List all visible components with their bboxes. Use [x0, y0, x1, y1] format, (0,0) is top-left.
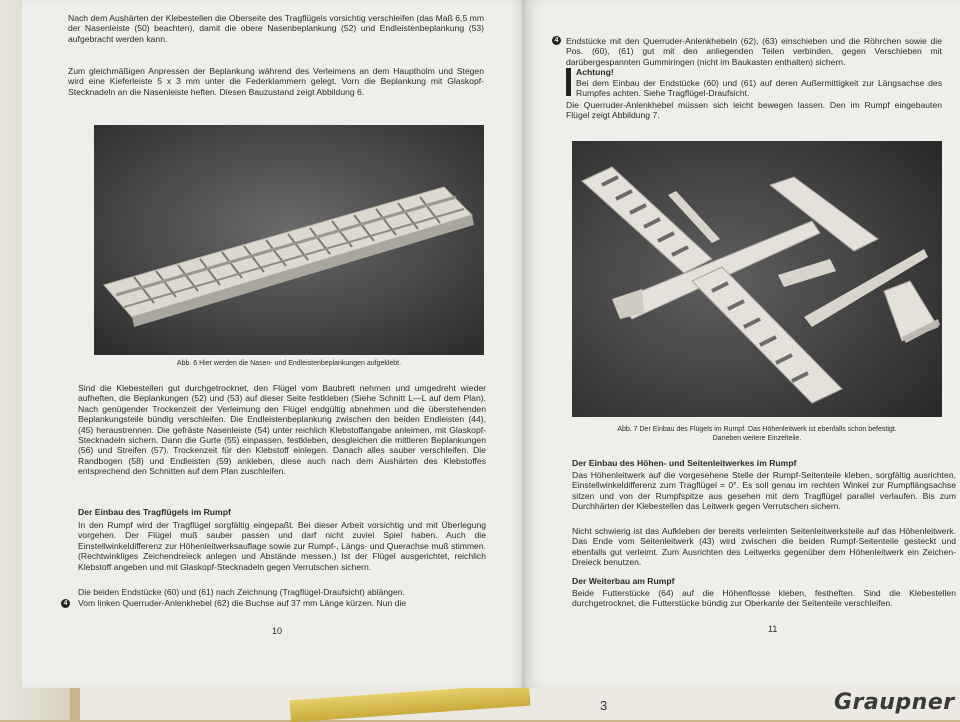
left-para-4: In den Rumpf wird der Tragflügel sorgfältig eingepaßt. Bei dieser Arbeit vorsichtig und mit Überlegung vorgehen. Der Flügel muß sauber passen und darf nicht zuviel Spiel haben. Auch die Einstellwinkeldifferenz zur Höhenleitwerksauflage sowie zur Rumpf-, Längs- und Querachse muß stimmen. (Rechtwinkliges Zeichendreieck anlegen und Abstände messen.) Ist der Flügel ausgerichtet, reichlich Klebstoff angeben und mit Glaskopf-Stecknadeln gegen Verrutschen sichern.: [78, 520, 486, 572]
step-marker-4-left: 4: [61, 599, 70, 608]
left-heading: Der Einbau des Tragflügels im Rumpf: [78, 507, 231, 517]
warning-bar: [566, 68, 571, 96]
figure-6-caption: Abb. 6 Hier werden die Nasen- und Endleistenbeplankungen aufgeklebt.: [176, 360, 402, 367]
left-para-2: Zum gleichmäßigen Anpressen der Beplankung während des Verleimens an dem Hauptholm und Stegen wird eine Kieferleiste 5 x 3 mm unter die Federklammern gelegt. Vorn die Beplankung mit Glaskopf-Stecknadeln an die Nasenleiste heften. Diesen Bauzustand zeigt Abbildung 6.: [68, 66, 484, 97]
left-page: [22, 0, 528, 688]
page-number-left: 10: [272, 626, 283, 636]
right-para-4: Nicht schwierig ist das Aufkleben der bereits verleimten Seitenleitwerksteile auf das Höhenleitwerk. Das Ende vom Seitenleitwerk (43) wird zwischen die beiden Rumpf-Seitenteile gesteckt und ebenfalls gut verleimt. Zum Ausrichten des Leitwerks gegenüber dem Höhenleitwerk ein Zeichen-Dreieck benutzen.: [572, 526, 956, 568]
right-para-5: Beide Futterstücke (64) auf die Höhenflosse kleben, festheften. Sind die Klebestellen durchgetrocknet, die Futterstücke bündig zur Oberkante der Seitenteile verschleifen.: [572, 588, 956, 609]
left-para-6: Vom linken Querruder-Anlenkhebel (62) die Buchse auf 37 mm Länge kürzen. Nun die: [78, 598, 407, 608]
right-para-1: Endstücke mit den Querruder-Anlenkhebeln (62), (63) einschieben und die Röhrchen sowie die Pos. (60), (61) gut mit den anliegenden Teilen verbinden, gegen Verschieben mit darübergespannten Gummiringen (nicht im Baukasten enthalten) sichern.: [566, 36, 942, 67]
booklet-number: 3: [600, 698, 608, 713]
figure-7-photo: [572, 141, 942, 417]
graupner-logo: Graupner: [834, 690, 955, 715]
page-number-right: 11: [768, 624, 778, 634]
figure-7-caption-line-2: Daneben weitere Einzelteile.: [712, 435, 802, 442]
warning-title: Achtung!: [576, 67, 614, 77]
figure-6-photo: [94, 125, 484, 355]
right-para-2: Die Querruder-Anlenkhebel müssen sich leicht bewegen lassen. Den im Rumpf eingebauten Flügel zeigt Abbildung 7.: [566, 100, 942, 121]
right-heading-2: Der Weiterbau am Rumpf: [572, 576, 675, 586]
step-marker-4-right: 4: [552, 36, 561, 45]
warning-text: Bei dem Einbau der Endstücke (60) und (61) auf deren Außermittigkeit zur Längsachse des Rumpfes achten. Siehe Tragflügel-Draufsicht.: [576, 78, 942, 99]
right-page: [522, 0, 960, 688]
left-para-3: Sind die Klebestellen gut durchgetrocknet, den Flügel vom Baubrett nehmen und umgedreht wieder aufheften, die Beplankungen (52) und (53) auf dieser Seite festkleben (Siehe Schnitt L—L auf dem Plan). Nach genügender Trockenzeit der Verleimung den Flügel endgültig abnehmen und die überstehenden Beplankungsteile bündig verschleifen. Die Endleistenbeplankung zwischen den beiden Endleisten (44), (45) heraustrennen. Die gefräste Nasenleiste (54) unter reichlich Klebstoffangabe anleimen, mit Glaskopf-Stecknadeln sichern. Dann die Gurte (55) einpassen, festkleben, desgleichen die mittleren Beplankungen (56) und Streifen (57). Trockenzeit für den Klebstoff einlegen. Danach alles sauber verschleifen. Die Randbogen (58) und Endleisten (59) ankleben, diese auch nach dem Aushärten des Klebstoffes entsprechend den Schnitten auf dem Plan zuschleifen.: [78, 383, 486, 477]
right-heading-1: Der Einbau des Höhen- und Seitenleitwerkes im Rumpf: [572, 458, 797, 468]
right-para-3: Das Höhenleitwerk auf die vorgesehene Stelle der Rumpf-Seitenteile kleben, sorgfältig ausrichten, Einstellwinkeldifferenz zum Tragflügel = 0°. Es soll genau im rechten Winkel zur Rumpflängsachse sitzen und von der Rumpfspitze aus gesehen mit dem Tragflügel parallel verlaufen. Bis zum Durchhärten der Klebestellen das Leitwerk gegen Verrutschen sichern.: [572, 470, 956, 512]
left-para-5: Die beiden Endstücke (60) und (61) nach Zeichnung (Tragflügel-Draufsicht) ablängen.: [78, 587, 405, 597]
figure-7-caption-line-1: Abb. 7 Der Einbau des Flügels im Rumpf. Das Höhenleitwerk ist ebenfalls schon befestigt.: [617, 426, 897, 433]
left-para-1: Nach dem Aushärten der Klebestellen die Oberseite des Tragflügels vorsichtig verschleifen (das Maß 6,5 mm der Nasenleiste (50) beachten), damit die obere Nasenbeplankung (52) und Endleistenbeplankung (53) aufgebracht werden kann.: [68, 13, 484, 44]
